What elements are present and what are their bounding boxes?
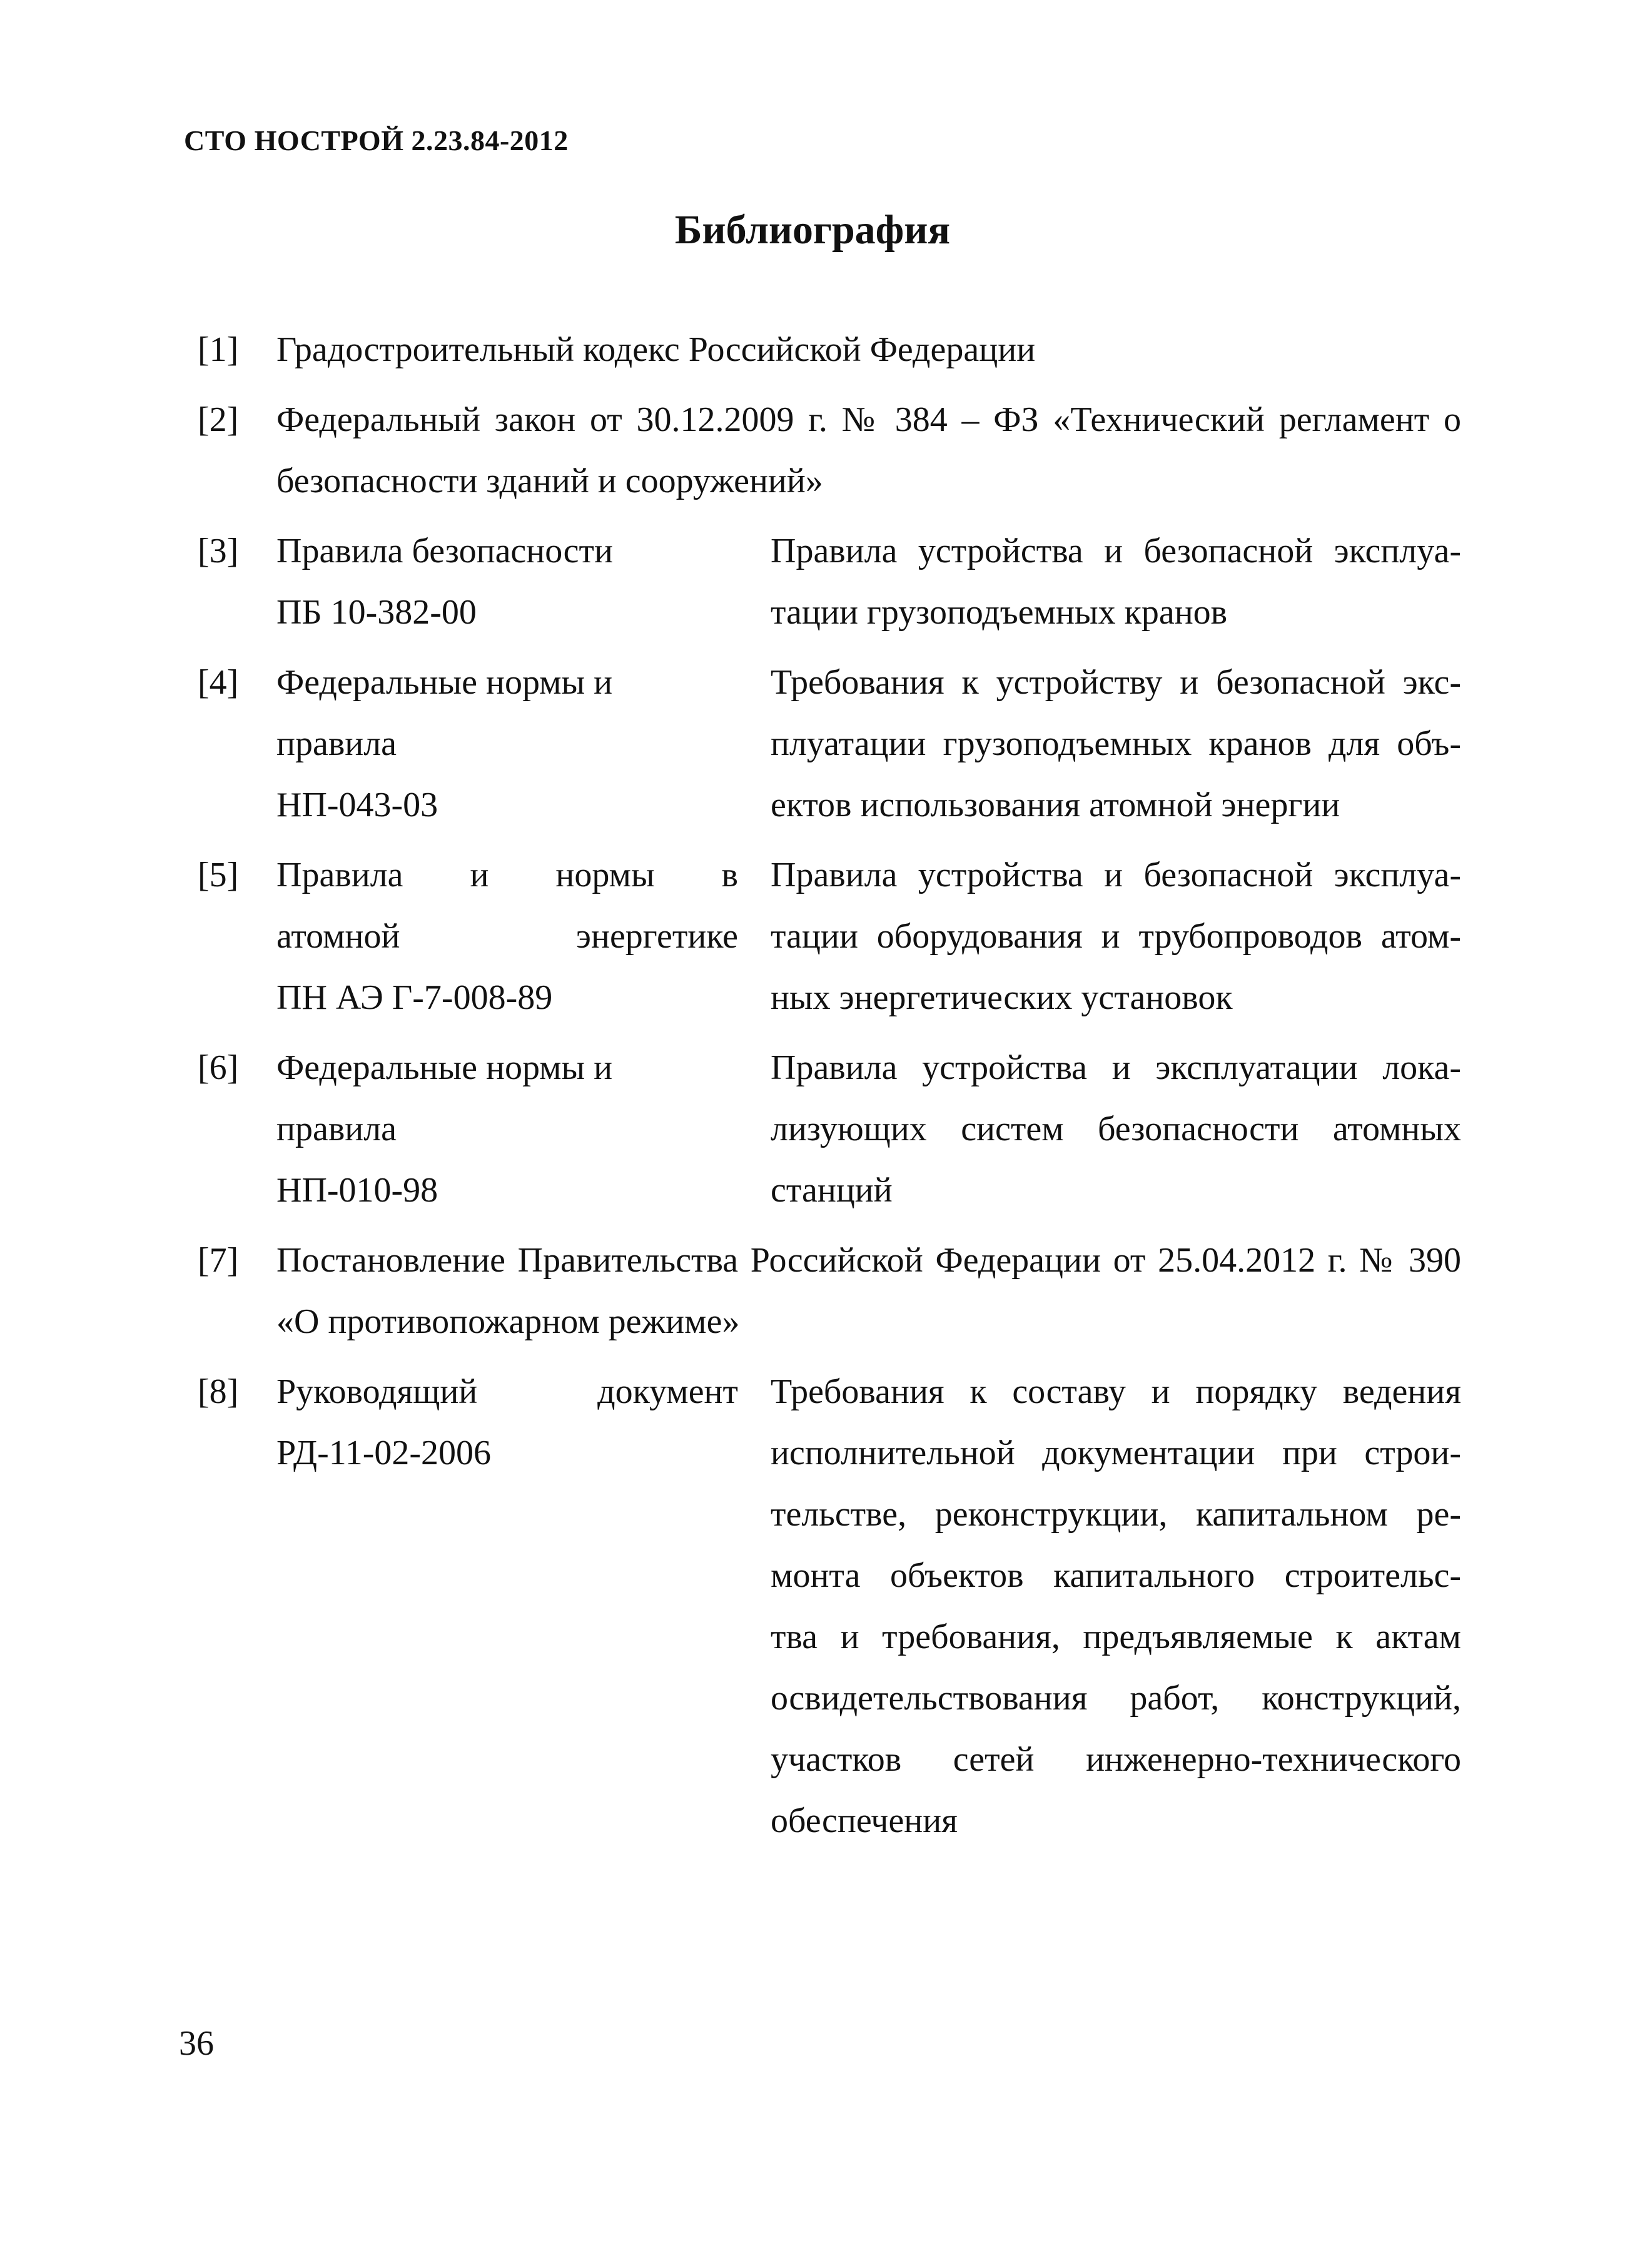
entry-document-designation [276, 520, 738, 643]
designation-line: Правила безопасности [276, 532, 613, 570]
entry-number: [6] [198, 1048, 239, 1087]
entry-document-designation [276, 844, 738, 1028]
page-number: 36 [179, 2024, 214, 2063]
title-line: плуатации грузоподъемных кранов для объ- [771, 724, 1461, 763]
title-line: исполнительной документации при строи- [771, 1434, 1461, 1472]
title-line: Требования к устройству и безопасной экс- [771, 663, 1461, 702]
entry-document-title [771, 1361, 1461, 1851]
entry-document-title [771, 1037, 1461, 1221]
entry-number: [5] [198, 856, 239, 894]
bibliography-entry-8 [198, 1361, 1461, 1851]
bibliography-entry-2 [198, 389, 1461, 512]
bibliography-entry-7 [198, 1230, 1461, 1352]
title-line: Правила устройства и эксплуатации лока- [771, 1048, 1461, 1087]
title-line: ных энергетических установок [771, 978, 1233, 1017]
entry-number: [1] [198, 330, 239, 369]
title-line: Правила устройства и безопасной эксплуа- [771, 532, 1461, 570]
title-line: тва и требования, предъявляемые к актам [771, 1617, 1461, 1656]
title-line: монта объектов капитального строительс- [771, 1556, 1461, 1595]
title-line: тельстве, реконструкции, капитальном ре- [771, 1495, 1461, 1534]
bibliography-list [198, 319, 1461, 1860]
title-line: Требования к составу и порядку ведения [771, 1372, 1461, 1411]
entry-number: [7] [198, 1241, 239, 1280]
title-line: Правила устройства и безопасной эксплуа- [771, 856, 1461, 894]
entry-number: [3] [198, 532, 239, 570]
designation-line: ПБ 10-382-00 [276, 593, 477, 632]
document-code-header: СТО НОСТРОЙ 2.23.84-2012 [184, 124, 569, 156]
title-line: тации оборудования и трубопроводов атом- [771, 917, 1461, 956]
entry-document-designation [276, 1037, 738, 1221]
bibliography-entry-6 [198, 1037, 1461, 1221]
bibliography-entry-3 [198, 520, 1461, 643]
bibliography-entry-5 [198, 844, 1461, 1028]
designation-line: Правила и нормы в [276, 856, 738, 894]
title-line: тации грузоподъемных кранов [771, 593, 1228, 632]
entry-document-designation [276, 652, 738, 836]
entry-document-designation [276, 1361, 738, 1484]
designation-line: атомной энергетике [276, 917, 738, 956]
entry-text: Градостроительный кодекс Российской Федерации [276, 330, 1036, 369]
title-line: станций [771, 1171, 893, 1210]
title-line: участков сетей инженерно-технического [771, 1740, 1461, 1779]
entry-text: Постановление Правительства Российской Федерации от 25.04.2012 г. № 390 «О противопожарном режиме» [276, 1241, 1461, 1341]
entry-number: [8] [198, 1372, 239, 1411]
entry-document-title [771, 844, 1461, 1028]
title-line: ектов использования атомной энергии [771, 786, 1340, 824]
page-title: Библиография [674, 207, 951, 253]
designation-line: НП-043-03 [276, 786, 438, 824]
entry-number: [4] [198, 663, 239, 702]
title-line: лизующих систем безопасности атомных [771, 1110, 1461, 1148]
title-line: освидетельствования работ, конструкций, [771, 1679, 1461, 1718]
entry-document-title [771, 652, 1461, 836]
designation-line: НП-010-98 [276, 1171, 438, 1210]
designation-line: Руководящий документ [276, 1372, 738, 1411]
designation-line: ПН АЭ Г-7-008-89 [276, 978, 553, 1017]
entry-document-title [771, 520, 1461, 643]
title-line: обеспечения [771, 1801, 958, 1840]
designation-line: РД-11-02-2006 [276, 1434, 491, 1472]
bibliography-entry-4 [198, 652, 1461, 836]
entry-text: Федеральный закон от 30.12.2009 г. № 384 – ФЗ «Технический регламент о безопасности зданий и сооружений» [276, 400, 1461, 500]
bibliography-entry-1 [198, 319, 1461, 380]
entry-number: [2] [198, 400, 239, 439]
designation-line: Федеральные нормы и правила [276, 663, 613, 763]
designation-line: Федеральные нормы и правила [276, 1048, 613, 1148]
